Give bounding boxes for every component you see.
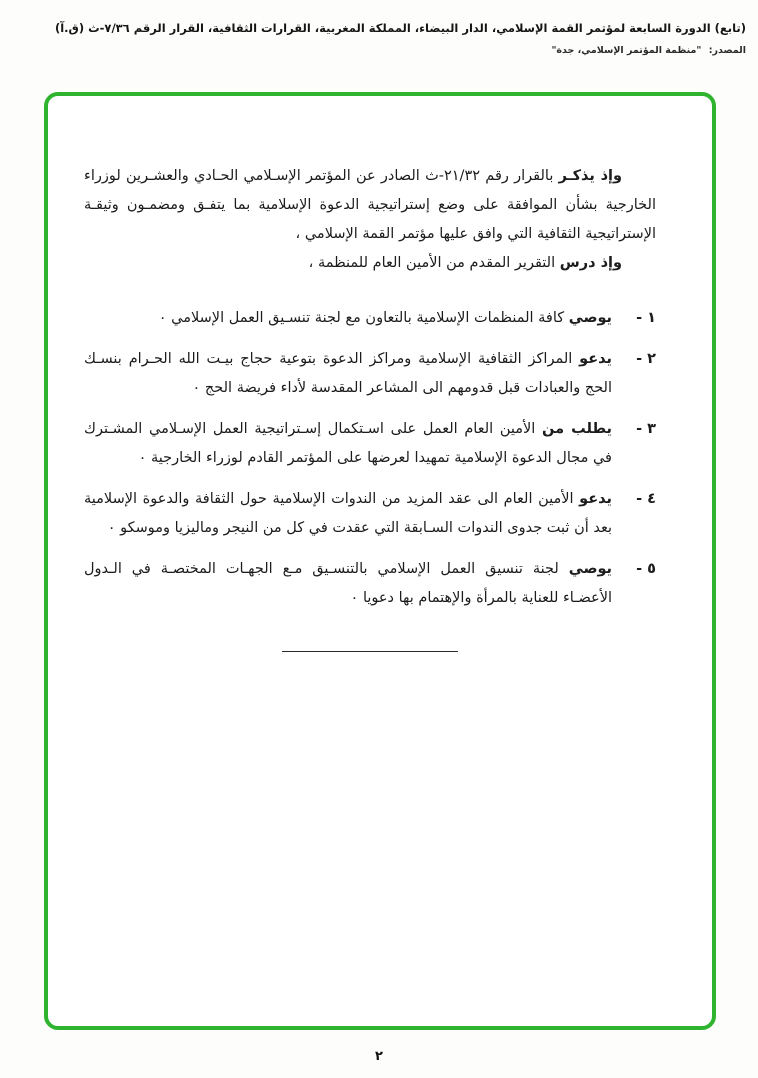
- item-5-body: لجنة تنسيق العمل الإسلامي بالتنسـيق مـع الجهـات المختصـة في الـدول الأعضـاء للعناية بالمرأة والإهتمام بها دعويا ٠: [84, 561, 612, 606]
- item-2-body: المراكز الثقافية الإسلامية ومراكز الدعوة بتوعية حجاج بيـت الله الحـرام بنسـك الحج والعبادات قبل قدومهم الى المشاعر المقدسة لأداء فريضة الحج ٠: [84, 351, 612, 396]
- paragraph-1-lead: وإذ يذكـر: [558, 168, 622, 184]
- list-item-2: [84, 345, 656, 403]
- divider-line: [282, 651, 458, 652]
- list-item-4: [84, 485, 656, 543]
- item-2-lead: يدعو: [579, 351, 612, 367]
- source-label: المصدر:: [708, 45, 746, 57]
- item-3-text: [84, 415, 612, 473]
- item-4-number: ٤ -: [636, 491, 656, 507]
- item-1-lead: يوصي: [568, 310, 612, 326]
- paragraph-2-lead: وإذ درس: [559, 255, 622, 271]
- list-item-1: [84, 304, 656, 333]
- list-item-5: [84, 555, 656, 613]
- paragraph-1: [84, 162, 656, 249]
- item-5-lead: يوصي: [568, 561, 612, 577]
- paragraph-2: [84, 249, 656, 278]
- item-3-lead: يطلب من: [542, 421, 612, 437]
- item-5-number: ٥ -: [636, 561, 656, 577]
- header-title: (تابع) الدورة السابعة لمؤتمر القمة الإسلامي، الدار البيضاء، المملكة المغربية، القرارات الثقافية، القرار الرقم ٧/٣٦-ث (ق.آ): [54, 21, 746, 35]
- paragraph-2-text: التقرير المقدم من الأمين العام للمنظمة ،: [308, 255, 560, 271]
- header-source: [12, 45, 746, 56]
- item-2-text: [84, 345, 612, 403]
- page-number: ٢: [375, 1049, 383, 1064]
- item-5-text: [84, 555, 612, 613]
- paragraph-1-text: بالقرار رقم ٢١/٣٢-ث الصادر عن المؤتمر الإسـلامي الحـادي والعشـرين لوزراء الخارجية بشأن الموافقة على وضع إستراتيجية الدعوة الإسلامية بما يتفـق ومضمـون وثيقـة الإستراتيجية الثقافية التي وافق عليها مؤتمر القمة الإسلامي ،: [84, 168, 656, 242]
- item-1-body: كافة المنظمات الإسلامية بالتعاون مع لجنة تنسـيق العمل الإسلامي ٠: [158, 310, 569, 326]
- content-frame: [44, 92, 716, 1030]
- item-3-number: ٣ -: [636, 421, 656, 437]
- item-4-body: الأمين العام الى عقد المزيد من الندوات الإسلامية حول الثقافة والدعوة الإسلامية بعد أن ثبت جدوى الندوات السـابقة التي عقدت في كل من النيجر وماليزيا وموسكو ٠: [84, 491, 612, 536]
- item-1-number: ١ -: [636, 310, 656, 326]
- item-2-number: ٢ -: [636, 351, 656, 367]
- item-1-text: [84, 304, 612, 333]
- source-value: "منظمة المؤتمر الإسلامي، جدة": [551, 45, 702, 57]
- item-4-text: [84, 485, 612, 543]
- resolution-list: [84, 304, 656, 613]
- list-item-3: [84, 415, 656, 473]
- document-body: [84, 162, 656, 652]
- document-header: [12, 20, 746, 56]
- item-4-lead: يدعو: [579, 491, 612, 507]
- item-3-body: الأمين العام العمل على اسـتكمال إسـتراتيجية العمل الإسـلامي المشـترك في مجال الدعوة الإسلامية تمهيدا لعرضها على المؤتمر القادم لوزراء الخارجية ٠: [84, 421, 612, 466]
